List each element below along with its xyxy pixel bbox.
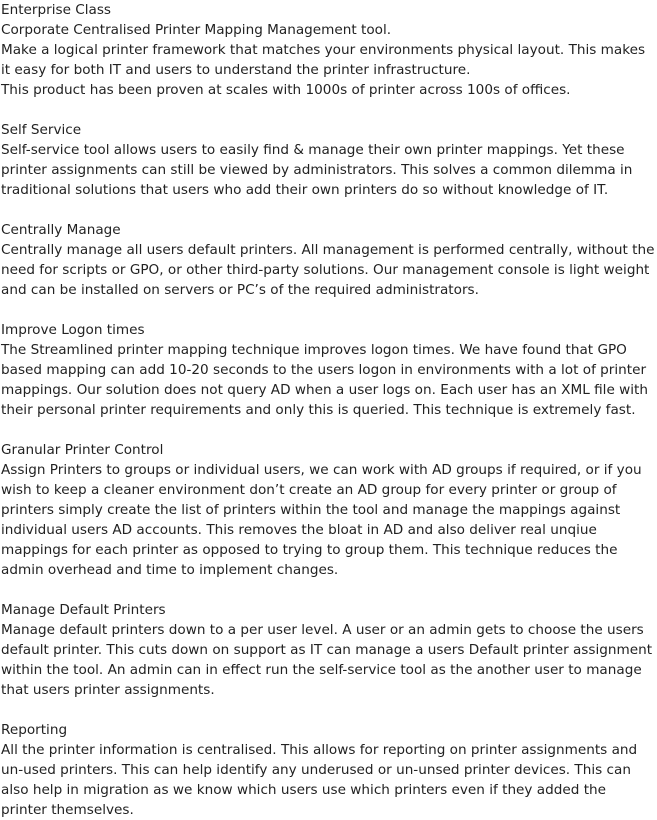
- section-title: Granular Printer Control: [1, 442, 164, 458]
- section-manage-default-printers: [1, 600, 656, 700]
- section-enterprise-class: [1, 0, 656, 100]
- paragraph: Make a logical printer framework that matches your environments physical layout. This makes it easy for both IT and users to understand the printer infrastructure.: [1, 42, 646, 78]
- paragraph: Corporate Centralised Printer Mapping Management tool.: [1, 22, 392, 38]
- paragraph: The Streamlined printer mapping technique improves logon times. We have found that GPO based mapping can add 10-20 seconds to the users logon in environments with a lot of printer mappings. Our solution does not query AD when a user logs on. Each user has an XML file with their personal printer requirements and only this is queried. This technique is extremely fast.: [1, 342, 648, 418]
- section-reporting: [1, 720, 656, 820]
- section-self-service: [1, 120, 656, 200]
- section-title: Improve Logon times: [1, 322, 145, 338]
- section-granular-printer-control: [1, 440, 656, 580]
- paragraph: This product has been proven at scales with 1000s of printer across 100s of offices.: [1, 82, 571, 98]
- paragraph: Manage default printers down to a per user level. A user or an admin gets to choose the users default printer. This cuts down on support as IT can manage a users Default printer assignment within the tool. An admin can in effect run the self-service tool as the another user to manage that users printer assignments.: [1, 622, 653, 698]
- section-title: Centrally Manage: [1, 222, 121, 238]
- paragraph: All the printer information is centralised. This allows for reporting on printer assignments and un-used printers. This can help identify any underused or un-unsed printer devices. This can also help in migration as we know which users use which printers even if they added the printer themselves.: [1, 742, 638, 818]
- section-title: Self Service: [1, 122, 82, 138]
- paragraph: Assign Printers to groups or individual users, we can work with AD groups if required, or if you wish to keep a cleaner environment don’t create an AD group for every printer or group of printers simply create the list of printers within the tool and manage the mappings against individual users AD accounts. This removes the bloat in AD and also deliver real unqiue mappings for each printer as opposed to trying to group them. This technique reduces the admin overhead and time to implement changes.: [1, 462, 642, 578]
- section-title: Manage Default Printers: [1, 602, 166, 618]
- paragraph: Self-service tool allows users to easily find & manage their own printer mappings. Yet these printer assignments can still be viewed by administrators. This solves a common dilemma in traditional solutions that users who add their own printers do so without knowledge of IT.: [1, 142, 633, 198]
- section-title: Enterprise Class: [1, 2, 112, 18]
- section-improve-logon-times: [1, 320, 656, 420]
- section-title: Reporting: [1, 722, 68, 738]
- section-centrally-manage: [1, 220, 656, 300]
- paragraph: Centrally manage all users default printers. All management is performed centrally, without the need for scripts or GPO, or other third-party solutions. Our management console is light weight and can be installed on servers or PC’s of the required administrators.: [1, 242, 655, 298]
